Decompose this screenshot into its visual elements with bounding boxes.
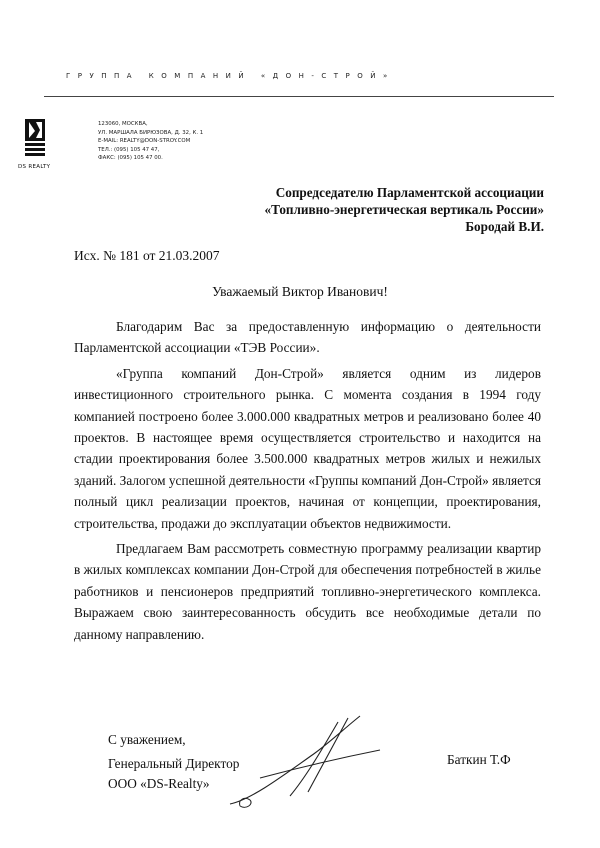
body-paragraph: Благодарим Вас за предоставленную информацию о деятельности Парламентской ассоциации «ТЭВ России». — [74, 319, 541, 356]
ds-realty-logo — [24, 118, 46, 158]
signer-position: Генеральный Директор — [108, 756, 240, 771]
outgoing-reference: Исх. № 181 от 21.03.2007 — [74, 248, 220, 263]
contact-address-city: 123060, МОСКВА, — [98, 121, 148, 127]
body-paragraph: Предлагаем Вам рассмотреть совместную программу реализации квартир в жилых комплексах компании Дон-Строй для обеспечения потребностей в жилье работников и пенсионеров предприятий топливно-энергетического комплекса. Выражаем свою заинтересованность обсудить все необходимые детали по данному направлению. — [74, 541, 541, 642]
contact-phone: ТЕЛ.: (095) 105 47 47, — [98, 146, 160, 153]
header-divider — [44, 96, 554, 97]
signer-name: Баткин Т.Ф — [447, 752, 511, 767]
addressee-organization: «Топливно-энергетическая вертикаль России» — [264, 202, 544, 217]
handwritten-signature — [220, 708, 390, 818]
company-group-header: ГРУППА КОМПАНИЙ «ДОН-СТРОЙ» — [66, 72, 395, 80]
signer-company: ООО «DS-Realty» — [108, 776, 210, 791]
contact-address-street: УЛ. МАРШАЛА БИРЮЗОВА, Д. 32, К. 1 — [98, 129, 204, 136]
contact-email: E-MAIL: REALTY@DON-STROY.COM — [98, 138, 191, 145]
contact-fax: ФАКС: (095) 105 47 00. — [98, 155, 163, 162]
letter-body — [74, 316, 541, 649]
addressee-position: Сопредседателю Парламентской ассоциации — [275, 185, 544, 200]
contact-block — [98, 120, 203, 163]
closing-regards: С уважением, — [108, 732, 186, 747]
greeting: Уважаемый Виктор Иванович! — [212, 284, 388, 299]
body-paragraph: «Группа компаний Дон-Строй» является одним из лидеров инвестиционного строительного рынка. С момента создания в 1994 году компанией построено более 3.000.000 квадратных метров и реализовано более 40 проектов. В настоящее время осуществляется строительство и находится на стадии проектирования более 3.500.000 квадратных метров жилых и нежилых зданий. Залогом успешной деятельности «Группы компаний Дон-Строй» является полный цикл реализации проектов, начиная от концепции, проектирования, строительства, продажи до эксплуатации объектов недвижимости. — [74, 365, 541, 531]
addressee-block — [265, 184, 544, 235]
logo-caption: DS REALTY — [18, 164, 51, 170]
addressee-name: Бородай В.И. — [465, 219, 544, 234]
